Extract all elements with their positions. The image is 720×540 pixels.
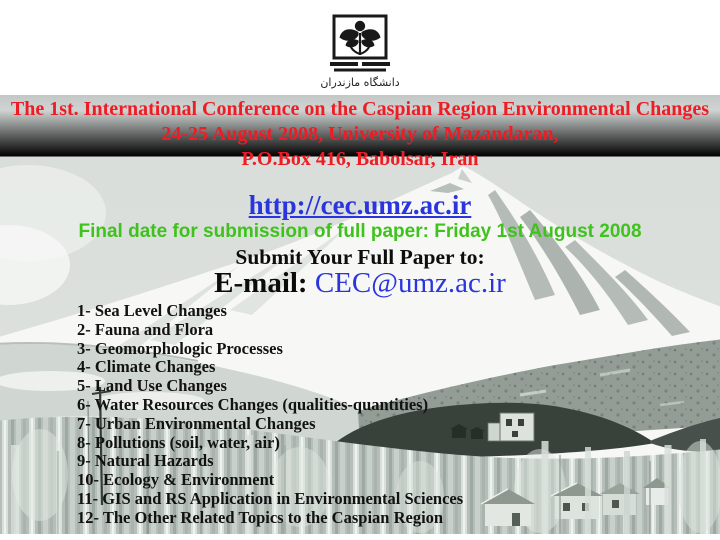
conference-date-location: 24-25 August 2008, University of Mazandaran, bbox=[161, 123, 559, 145]
topic-item-5: 5- Land Use Changes bbox=[77, 376, 227, 396]
submit-heading: Submit Your Full Paper to: bbox=[235, 245, 485, 269]
topic-item-7: 7- Urban Environmental Changes bbox=[77, 413, 316, 433]
university-of-mazandaran-logo bbox=[320, 10, 400, 99]
topic-item-1: 1- Sea Level Changes bbox=[77, 301, 227, 320]
topic-item-8: 8- Pollutions (soil, water, air) bbox=[77, 432, 280, 452]
website-url-line bbox=[0, 190, 720, 220]
topics-list bbox=[77, 302, 463, 528]
conference-address: P.O.Box 416, Babolsar, Iran bbox=[241, 148, 479, 170]
topic-item-6: 6- Water Resources Changes (qualities-quantities) bbox=[77, 394, 429, 414]
topic-item-12: 12- The Other Related Topics to the Caspian Region bbox=[77, 507, 444, 527]
topic-item-10: 10- Ecology & Environment bbox=[77, 470, 275, 490]
website-link[interactable]: http://cec.umz.ac.ir bbox=[248, 190, 472, 220]
email-label: E-mail: bbox=[214, 267, 308, 299]
topic-item-2: 2- Fauna and Flora bbox=[77, 319, 214, 339]
conference-title-block bbox=[0, 97, 720, 172]
topic-item-4: 4- Climate Changes bbox=[77, 357, 216, 377]
logo-caption-persian: دانشگاه مازندران bbox=[320, 76, 400, 89]
topic-item-11: 11- GIS and RS Application in Environmental Sciences bbox=[77, 488, 464, 508]
logo-book-bars bbox=[330, 62, 390, 72]
topic-item-9: 9- Natural Hazards bbox=[77, 451, 214, 471]
university-logo-emblem bbox=[320, 10, 400, 94]
logo-tree-figure bbox=[340, 21, 381, 55]
email-line bbox=[0, 266, 720, 300]
topic-item-3: 3- Geomorphologic Processes bbox=[77, 338, 283, 358]
conference-title-line1: The 1st. International Conference on the Caspian Region Environmental Changes bbox=[10, 98, 710, 120]
submission-deadline: Final date for submission of full paper: Friday 1st August 2008 bbox=[78, 221, 642, 242]
bottom-white-margin bbox=[0, 534, 720, 540]
email-link[interactable]: CEC@umz.ac.ir bbox=[314, 267, 506, 299]
